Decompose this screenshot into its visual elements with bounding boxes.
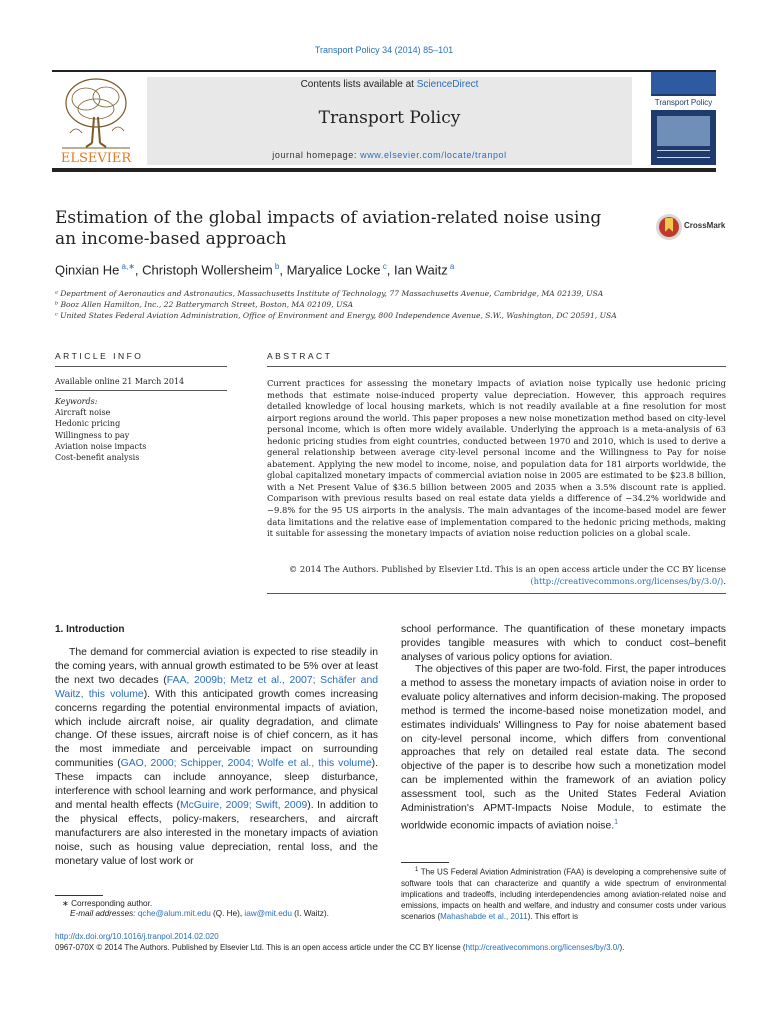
keywords-block <box>55 396 227 463</box>
contents-prefix: Contents lists available at <box>300 79 417 90</box>
corresponding-author-note: ∗ Corresponding author. <box>62 899 153 908</box>
article-info-label: ARTICLE INFO <box>55 351 144 361</box>
crossmark-badge[interactable] <box>655 212 735 242</box>
affiliation-c: ᶜ United States Federal Aviation Administration, Office of Environment and Energy, 800 Independence Avenue, S.W., Washington, DC 20591, USA <box>55 311 617 320</box>
email-owner: (Q. He), <box>210 909 245 918</box>
issn-end: ). <box>619 943 625 952</box>
cover-top-band <box>651 72 716 94</box>
affiliation-a: ᵃ Department of Aeronautics and Astronautics, Massachusetts Institute of Technology, 77 Massachusetts Avenue, Cambridge, MA 02139, USA <box>55 289 604 298</box>
author-affiliation-marker[interactable]: a,∗ <box>119 262 135 271</box>
footnote-1 <box>401 865 726 922</box>
cc-license-link-footer[interactable]: http://creativecommons.org/licenses/by/3.0/ <box>465 943 620 952</box>
introduction-paragraph-2 <box>401 663 726 833</box>
author-name: Christoph Wollersheim <box>142 262 273 278</box>
email-owner: (I. Waitz). <box>291 909 329 918</box>
abstract-rule-bottom <box>267 593 726 594</box>
copyright-end: . <box>723 575 726 586</box>
footnote-rule <box>401 862 449 863</box>
citation-link[interactable]: McGuire, 2009; Swift, 2009 <box>179 799 308 811</box>
journal-homepage-link[interactable]: www.elsevier.com/locate/tranpol <box>360 150 507 160</box>
available-online-date: Available online 21 March 2014 <box>55 377 185 386</box>
article-title-line-1: Estimation of the global impacts of aviation-related noise using <box>55 208 602 228</box>
sciencedirect-link[interactable]: ScienceDirect <box>416 79 479 90</box>
crossmark-icon <box>655 212 683 242</box>
homepage-line <box>147 150 632 160</box>
masthead-top-rule <box>52 70 716 72</box>
introduction-paragraph-continued: school performance. The quantification of these monetary impacts provides tangible measures with which to conduct cost–benefit analyses of various policy options for aviation. <box>401 624 726 663</box>
email-link-waitz[interactable]: iaw@mit.edu <box>244 909 292 918</box>
elsevier-tree-icon <box>52 73 140 165</box>
cover-image <box>657 116 710 146</box>
section-heading-introduction: 1. Introduction <box>55 624 125 635</box>
author-affiliation-marker[interactable]: c <box>380 262 387 271</box>
author-separator: , <box>386 262 394 278</box>
abstract-text: Current practices for assessing the monetary impacts of aviation noise typically use hedonic pricing methods that estimate noise-induced property value depreciation. However, this approach requires detailed knowledge of local housing markets, which is not readily available at a fine resolution for most airport regions around the world. This paper proposes a new noise monetization method based on city-level personal income, which is often more widely available. Underlying the approach is a meta-analysis of 63 hedonic pricing studies from eight countries, conducted between 1970 and 2010, which is used to derive a general relationship between average city-level personal income and the Willingness to Pay for noise abatement. Applying the new model to income, noise, and population data for 181 airports worldwide, the global capitalized monetary impacts of commercial aviation noise in 2005 are estimated to be $23.8 billion, with a Net Present Value of $36.5 billion between 2005 and 2035 when a 3.5% discount rate is applied. Comparison with previous results based on real estate data yields a difference of −34.2% worldwide and −9.8% for the 95 US airports in the analysis. The main advantages of the income-based model are fewer data limitations and the relative ease of implementation compared to the hedonic pricing methods, making it suitable for assessing the monetary impacts of aviation noise reduction policies on a global scale. <box>267 378 726 539</box>
cover-title: Transport Policy <box>651 96 716 110</box>
keyword-item: Willingness to pay <box>55 430 130 440</box>
article-title <box>55 208 615 250</box>
footnote-text: The US Federal Aviation Administration (FAA) is developing a comprehensive suite of software tools that can characterize and quantify a wide spectrum of environmental implications and tradeoffs, including interdependencies among aviation-related noise and emissions, impacts on health and welfare, and industry and consumer costs under various scenarios ( <box>401 867 726 921</box>
footnote-text: ). This effort is <box>527 911 578 921</box>
footnote-rule <box>55 895 103 896</box>
email-label: E-mail addresses: <box>70 909 138 918</box>
abstract-copyright-line: © 2014 The Authors. Published by Elsevier Ltd. This is an open access article under the CC BY license <box>288 564 726 574</box>
issn-copyright-line <box>55 943 624 952</box>
elsevier-wordmark: ELSEVIER <box>60 151 132 165</box>
keyword-item: Hedonic pricing <box>55 419 121 429</box>
cc-license-link[interactable]: (http://creativecommons.org/licenses/by/3.0/) <box>530 575 724 586</box>
abstract-rule-top <box>267 366 726 367</box>
footnote-number: 1 <box>415 867 419 873</box>
body-text: ). With this anticipated growth comes increasing concerns regarding the potential environmental impacts of aviation, which include aircraft noise, air quality degradation, and climate change. Of these issues, aircraft noise is of chief concern, as it has the most immediate and perceivable impact on surrounding communities ( <box>55 688 379 770</box>
abstract-copyright <box>267 564 726 587</box>
journal-reference[interactable]: Transport Policy 34 (2014) 85–101 <box>314 45 454 55</box>
masthead-bottom-rule <box>52 168 716 172</box>
author-separator: , <box>134 262 143 278</box>
introduction-paragraph-1 <box>55 646 378 869</box>
keywords-label: Keywords: <box>55 397 98 406</box>
email-link-he[interactable]: qche@alum.mit.edu <box>137 909 211 918</box>
author-separator: , <box>279 262 287 278</box>
body-text: The objectives of this paper are two-fold. First, the paper introduces a method to assess the monetary impacts of aviation noise in order to evaluate policy alternatives and inform decision-making. The proposed method is termed the income-based noise monetization model, and estimates individuals' Willingness to Pay for noise abatement based on city-level personal income, which differs from conventional approaches that rely on detailed real estate data. The second objective of the paper is to describe how such a monetization model can be implemented within the framework of an aviation policy assessment tool, such as the United States Federal Aviation Administration's APMT-Impacts Noise Module, to estimate the worldwide economic impacts of aviation noise. <box>401 664 726 832</box>
contents-line <box>147 79 632 90</box>
author-name: Ian Waitz <box>394 262 448 278</box>
body-text: The demand for commercial aviation is expected to rise steadily in the coming years, with annual growth estimated to be 5% over at least the next two decades ( <box>55 647 378 686</box>
author-name: Maryalice Locke <box>286 262 381 278</box>
homepage-prefix: journal homepage: <box>272 150 361 160</box>
cover-lines <box>657 150 710 158</box>
author-affiliation-marker[interactable]: b <box>272 262 280 271</box>
author-name: Qinxian He <box>55 262 120 278</box>
crossmark-label: CrossMark <box>684 221 726 230</box>
issn-text: 0967-070X © 2014 The Authors. Published by Elsevier Ltd. This is an open access article under the CC BY license ( <box>55 943 466 952</box>
doi-link[interactable]: http://dx.doi.org/10.1016/j.tranpol.2014.02.020 <box>55 932 219 941</box>
affiliation-b: ᵇ Booz Allen Hamilton, Inc., 22 Batterymarch Street, Boston, MA 02109, USA <box>55 300 354 309</box>
keyword-item: Cost-benefit analysis <box>55 453 140 463</box>
author-list <box>55 262 454 277</box>
keyword-item: Aircraft noise <box>55 408 111 418</box>
elsevier-logo <box>52 73 140 165</box>
body-text: ). These impacts can include annoyance, sleep disturbance, interference with school learning and work performance, and physical and mental health effects ( <box>55 758 378 811</box>
email-addresses <box>70 908 329 919</box>
article-info-rule-mid <box>55 390 227 391</box>
citation-link[interactable]: FAA, 2009b; Metz et al., 2007; Schäfer and Waitz, this volume <box>55 674 379 700</box>
journal-title: Transport Policy <box>318 108 461 128</box>
abstract-label: ABSTRACT <box>267 351 333 361</box>
citation-link[interactable]: Mahashabde et al., 2011 <box>440 911 528 921</box>
article-info-rule-top <box>55 366 227 367</box>
article-title-line-2: an income-based approach <box>55 229 287 249</box>
affiliations <box>55 288 715 321</box>
body-text: ). In addition to the physical effects, policy-makers, researchers, and aircraft manufacturers are also interested in the monetary impacts of aviation noise, such as housing value depreciation, rental loss, and the monetary value of lost work or <box>55 799 378 867</box>
keyword-item: Aviation noise impacts <box>55 441 147 451</box>
citation-link[interactable]: GAO, 2000; Schipper, 2004; Wolfe et al., this volume <box>120 758 372 770</box>
author-affiliation-marker[interactable]: a <box>447 262 455 271</box>
footnote-marker[interactable]: 1 <box>614 818 619 826</box>
journal-cover-thumbnail[interactable] <box>651 72 716 165</box>
